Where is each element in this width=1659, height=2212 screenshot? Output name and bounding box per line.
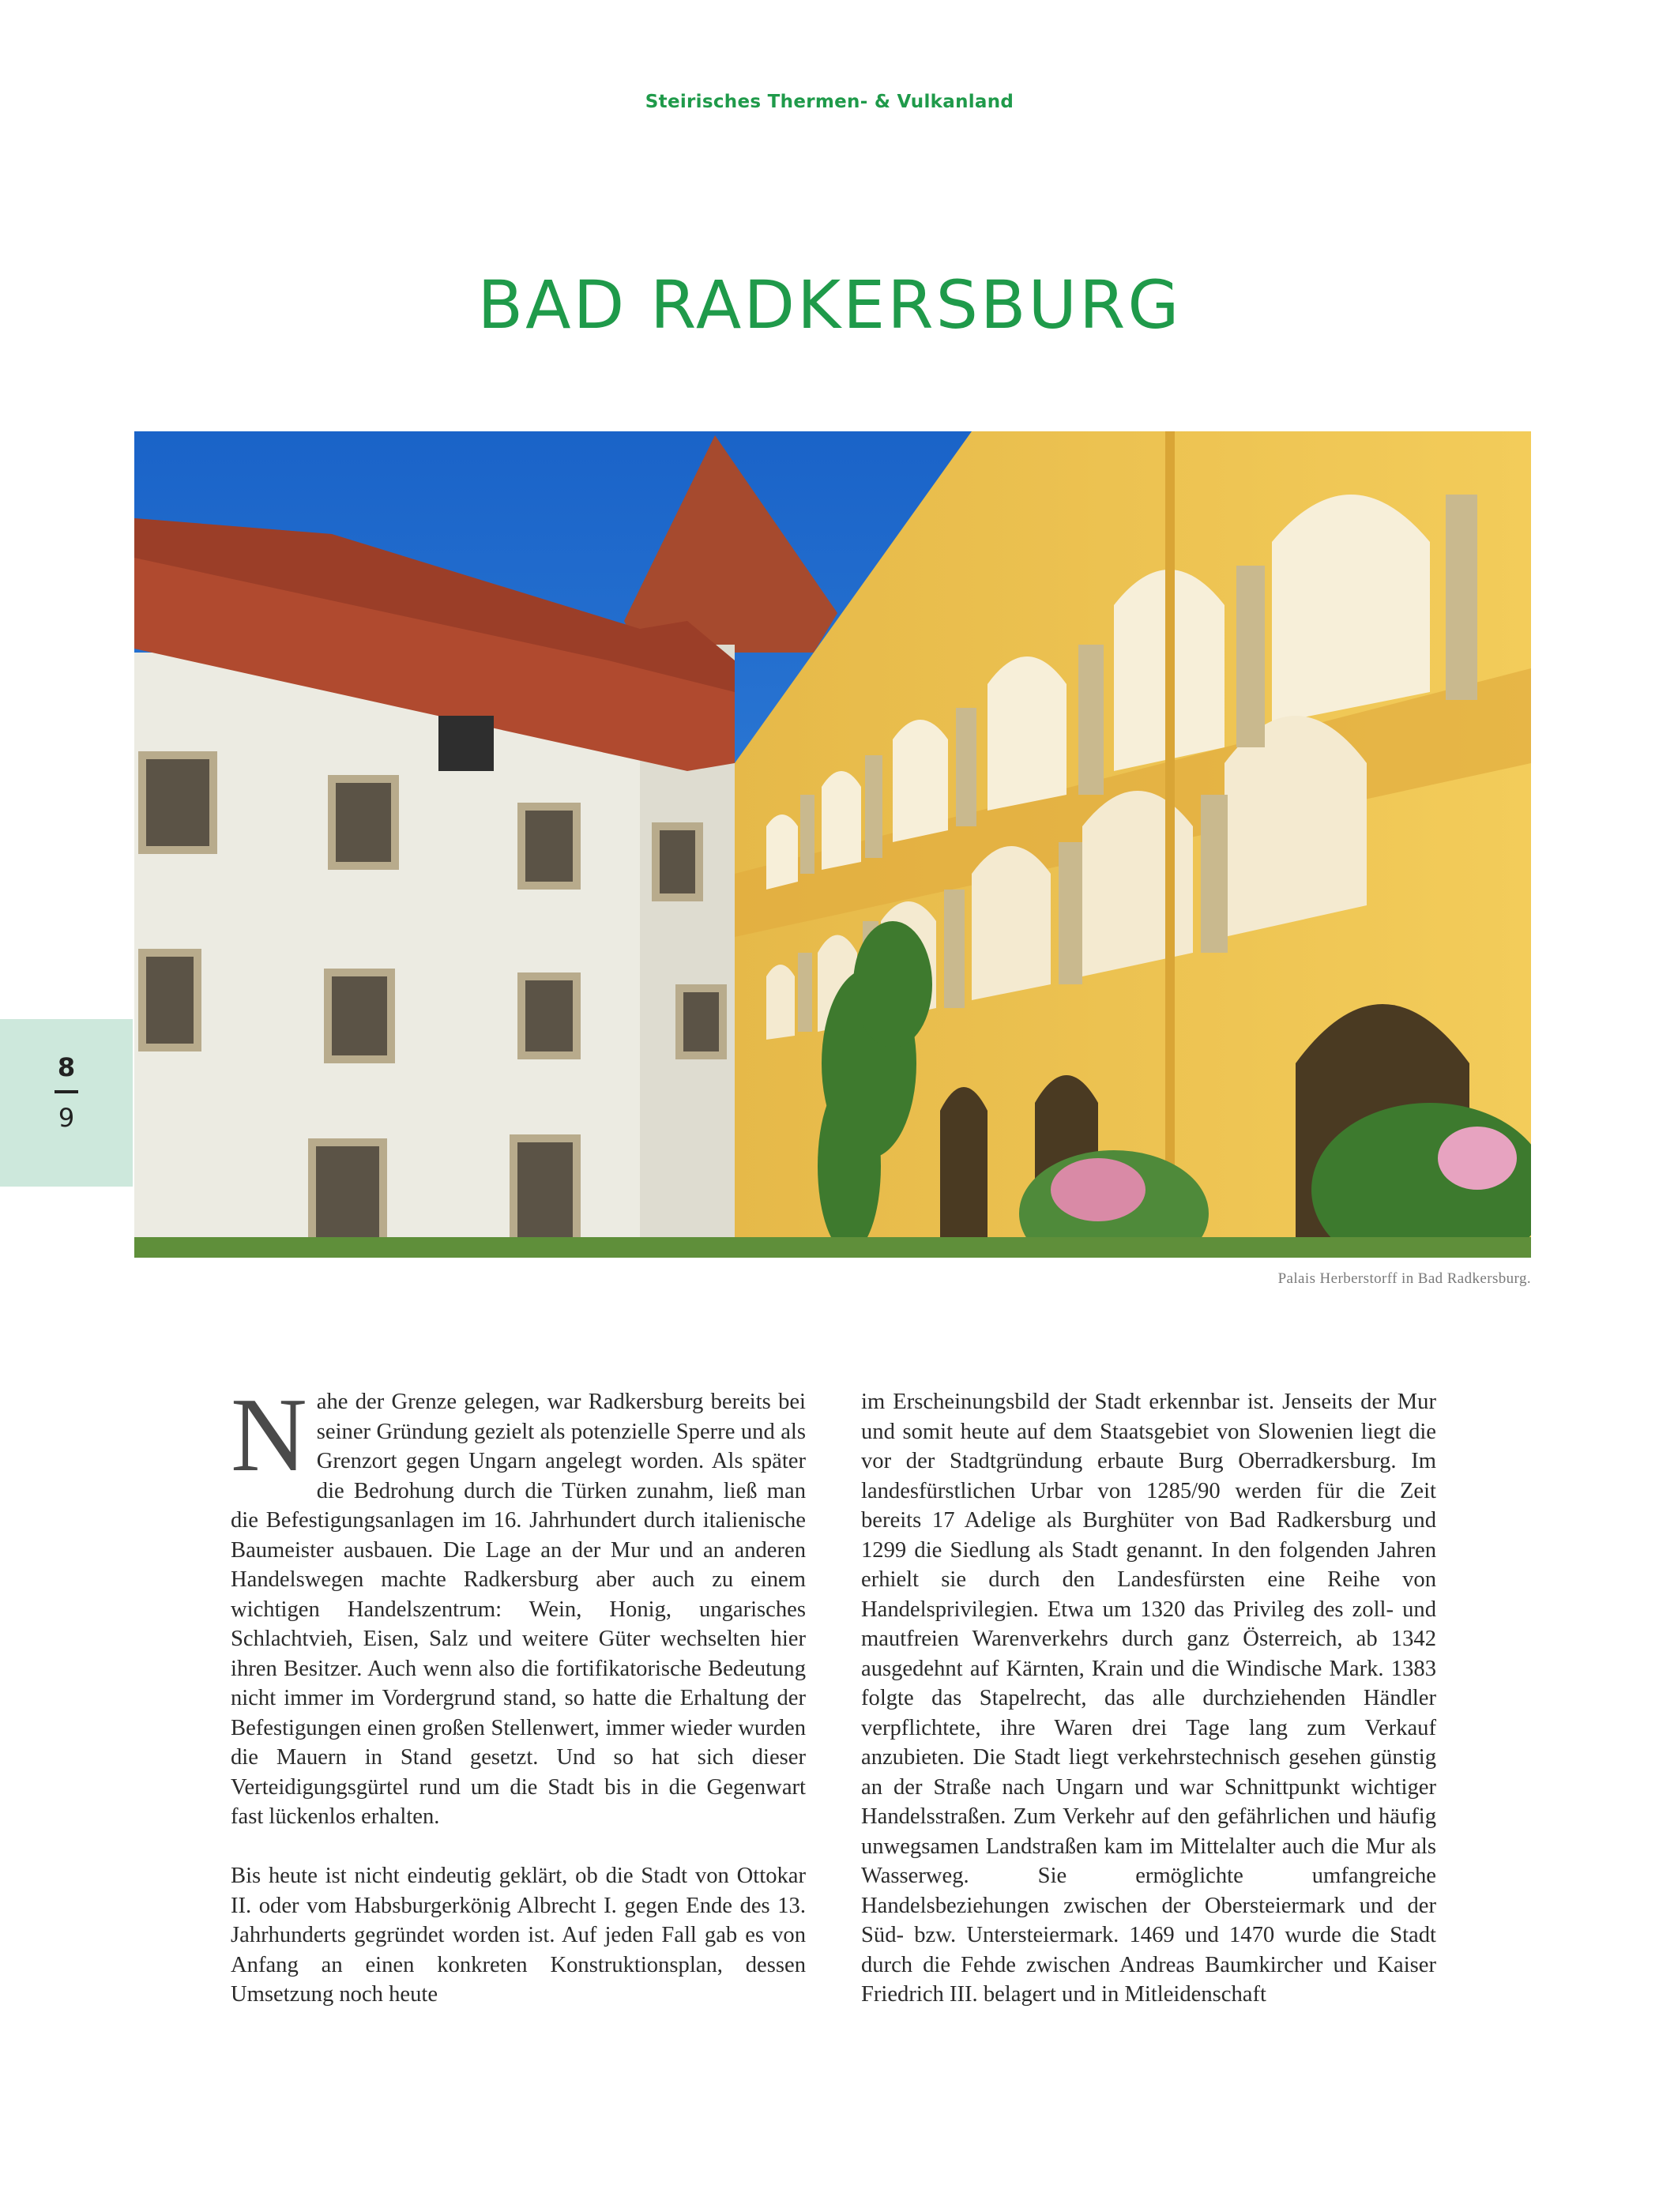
body-column-left [231, 1376, 806, 2039]
running-head: Steirisches Thermen- & Vulkanland [645, 92, 1014, 112]
courtyard-illustration [134, 431, 1531, 1258]
paragraph: Bis heute ist nicht eindeutig geklärt, ob die Stadt von Ottokar II. oder vom Habsburgerkönig Albrecht I. gegen Ende des 13. Jahrhunderts gegründet worden ist. Auf jeden Fall gab es von Anfang an einen konkreten Konstruktionsplan, dessen Umsetzung noch heute [231, 1864, 806, 2007]
drainpipe [1165, 431, 1175, 1258]
page-number-divider [55, 1090, 78, 1093]
paragraph: im Erscheinungsbild der Stadt erkennbar ist. Jenseits der Mur und somit heute auf dem Staatsgebiet von Slowenien liegt die vor der Stadtgründung erbaute Burg Oberradkersburg. Im landesfürstlichen Urbar von 1285/90 werden für die Zeit bereits 17 Adelige als Burghüter von Bad Radkersburg und 1299 die Siedlung als Stadt genannt. In den folgenden Jahren erhielt sie durch den Landesfürsten eine Reihe von Handelsprivilegien. Etwa um 1320 das Privileg des zoll- und mautfreien Warenverkehrs durch ganz Österreich, ab 1342 ausgedehnt auf Kärnten, Krain und die Windische Mark. 1383 folgte das Stapelrecht, das alle durchziehenden Händler verpflichtete, ihre Waren drei Tage lang zum Verkauf anzubieten. Die Stadt liegt verkehrstechnisch gesehen günstig an der Straße nach Ungarn und war Schnittpunkt wichtiger Handelsstraßen. Zum Verkehr auf den gefährlichen und häufig unwegsamen Landstraßen kam im Mittelalter auch die Mur als Wasserweg. Sie ermöglichte umfangreiche Handelsbeziehungen zwischen der Obersteiermark und der Süd- bzw. Untersteiermark. 1469 und 1470 wurde die Stadt durch die Fehde zwischen Andreas Baumkircher und Kaiser Friedrich III. belagert und in Mitleidenschaft [861, 1390, 1436, 2007]
next-page-number: 9 [58, 1103, 75, 1133]
body-column-right [861, 1387, 1436, 2039]
page-number-tab [0, 1019, 133, 1187]
photo-caption: Palais Herberstorff in Bad Radkersburg. [1277, 1270, 1531, 1287]
drop-cap: N [231, 1376, 307, 1493]
paragraph [231, 1376, 806, 1832]
paragraph-text: ahe der Grenze gelegen, war Radkersburg bereits bei seiner Gründung gezielt als potenzielle Sperre und als Grenzort gegen Ungarn angelegt worden. Als später die Bedrohung durch die Türken zunahm, ließ man die Befestigungsanlagen im 16. Jahrhundert durch italienische Baumeister ausbauen. Die Lage an der Mur und an anderen Handelswegen machte Radkersburg aber auch zu einem wichtigen Handelszentrum: Wein, Honig, ungarisches Schlachtvieh, Eisen, Salz und weitere Güter wechselten hier ihren Besitzer. Auch wenn also die fortifikatorische Bedeutung nicht immer im Vordergrund stand, so hatte die Erhaltung der Befestigungen einen großen Stellenwert, immer wieder wurden die Mauern in Stand gesetzt. Und so hat sich dieser Verteidigungsgürtel rund um die Stadt bis in die Gegenwart fast lückenlos erhalten. [231, 1390, 806, 1829]
page-title: BAD RADKERSBURG [477, 266, 1182, 344]
current-page-number: 8 [57, 1052, 76, 1082]
courtyard-photo [134, 431, 1531, 1258]
lawn [134, 1237, 1531, 1258]
